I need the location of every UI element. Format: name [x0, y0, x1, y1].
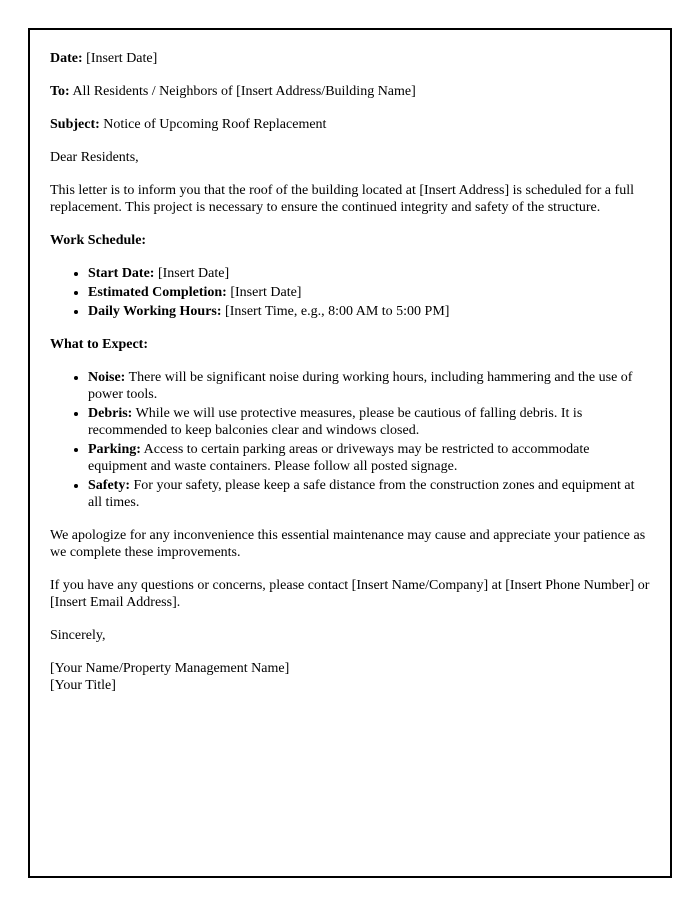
- list-item-label: Noise:: [88, 370, 126, 385]
- list-item-label: Daily Working Hours:: [88, 304, 222, 319]
- list-item: [88, 265, 650, 282]
- list-item-text: Access to certain parking areas or driveways may be restricted to accommodate equipment and waste containers. Please follow all posted signage.: [88, 442, 590, 474]
- work-schedule-list: [50, 265, 650, 320]
- list-item-label: Start Date:: [88, 266, 155, 281]
- apology-paragraph: We apologize for any inconvenience this essential maintenance may cause and appreciate your patience as we complete these improvements.: [50, 528, 646, 560]
- date-line: [50, 50, 650, 67]
- expect-list: [50, 369, 650, 511]
- list-item-label: Parking:: [88, 442, 141, 457]
- subject-value: Notice of Upcoming Roof Replacement: [99, 117, 327, 132]
- list-item-text: There will be significant noise during working hours, including hammering and the use of power tools.: [88, 370, 633, 402]
- signature-title: [Your Title]: [50, 678, 116, 693]
- list-item-label: Debris:: [88, 406, 133, 421]
- intro-paragraph: This letter is to inform you that the roof of the building located at [Insert Address] is scheduled for a full replacement. This project is necessary to ensure the continued integrity and safety of the structure.: [50, 183, 634, 215]
- list-item-text: [Insert Date]: [154, 266, 230, 281]
- to-label: To:: [50, 84, 70, 99]
- to-value: All Residents / Neighbors of [Insert Address/Building Name]: [69, 84, 416, 99]
- salutation: Dear Residents,: [50, 150, 139, 165]
- letter-page: [28, 28, 672, 878]
- signature-name: [Your Name/Property Management Name]: [50, 661, 290, 676]
- to-line: [50, 83, 650, 100]
- signature-block: [50, 660, 650, 694]
- list-item: [88, 303, 650, 320]
- list-item: [88, 477, 650, 511]
- subject-line: [50, 116, 650, 133]
- list-item-text: [Insert Date]: [226, 285, 302, 300]
- list-item: [88, 284, 650, 301]
- closing: Sincerely,: [50, 628, 106, 643]
- work-schedule-heading-text: Work Schedule:: [50, 233, 147, 248]
- contact-paragraph: If you have any questions or concerns, please contact [Insert Name/Company] at [Insert Phone Number] or [Insert Email Address].: [50, 578, 650, 610]
- date-value: [Insert Date]: [82, 51, 158, 66]
- list-item-text: For your safety, please keep a safe distance from the construction zones and equipment at all times.: [88, 478, 635, 510]
- expect-heading-text: What to Expect:: [50, 337, 148, 352]
- list-item-label: Safety:: [88, 478, 130, 493]
- list-item-text: [Insert Time, e.g., 8:00 AM to 5:00 PM]: [221, 304, 450, 319]
- list-item-text: While we will use protective measures, please be cautious of falling debris. It is recommended to keep balconies clear and windows closed.: [88, 406, 583, 438]
- list-item: [88, 369, 650, 403]
- list-item-label: Estimated Completion:: [88, 285, 227, 300]
- subject-label: Subject:: [50, 117, 100, 132]
- expect-heading: [50, 336, 650, 353]
- list-item: [88, 405, 650, 439]
- date-label: Date:: [50, 51, 83, 66]
- list-item: [88, 441, 650, 475]
- work-schedule-heading: [50, 232, 650, 249]
